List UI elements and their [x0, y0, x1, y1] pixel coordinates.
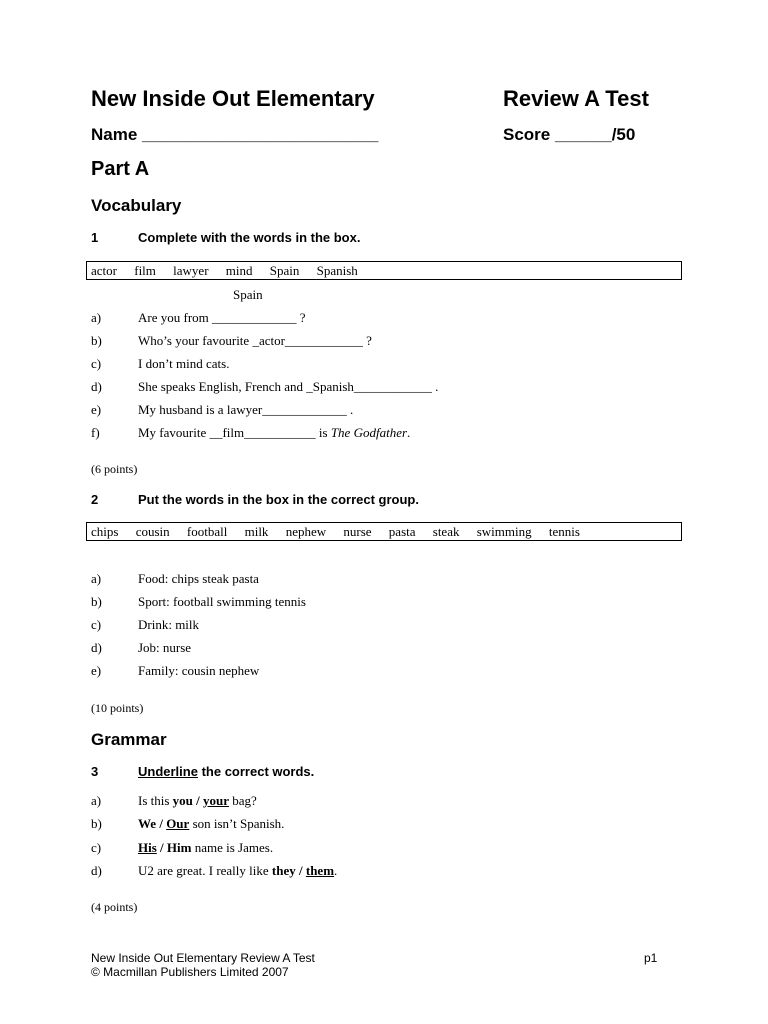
page-number: p1	[644, 951, 658, 965]
option-one-underlined: His	[138, 840, 157, 855]
item-label: a)	[91, 310, 102, 325]
ex2-box-word: pasta	[388, 524, 416, 539]
ex2-item	[91, 571, 259, 587]
document-title: New Inside Out Elementary	[91, 86, 375, 111]
option-separator: /	[156, 816, 167, 831]
score-field-label: Score ______/50	[503, 125, 636, 144]
item-text: Family: cousin nephew	[138, 663, 260, 678]
ex2-item	[91, 640, 191, 656]
item-label: a)	[91, 571, 102, 586]
ex3-instruction-underlined: Underline	[138, 764, 198, 779]
option-two-underlined: your	[203, 793, 230, 808]
item-text: Sport: football swimming tennis	[138, 594, 306, 609]
ex2-box-word: nurse	[343, 524, 372, 539]
ex2-box-word: steak	[432, 524, 460, 539]
item-label: d)	[91, 640, 102, 655]
item-text: I don’t mind cats.	[138, 356, 230, 371]
item-text: bag?	[229, 793, 257, 808]
footer-title: New Inside Out Elementary Review A Test	[91, 951, 315, 965]
option-separator: /	[192, 793, 204, 808]
ex2-item	[91, 594, 306, 610]
item-text: name is James.	[191, 840, 274, 855]
item-label: e)	[91, 402, 102, 417]
ex2-box-word: cousin	[135, 524, 170, 539]
ex1-instruction: Complete with the words in the box.	[138, 230, 361, 245]
item-text: Are you from _____________ ?	[138, 310, 306, 325]
ex2-box-word: chips	[91, 524, 119, 539]
ex2-box-word: nephew	[285, 524, 327, 539]
item-text: Who’s your favourite _actor____________ ?	[138, 333, 372, 348]
ex2-word-box	[86, 522, 682, 541]
ex1-handwritten-note: Spain	[233, 287, 263, 302]
ex3-number: 3	[91, 764, 99, 779]
section-heading-grammar: Grammar	[91, 730, 167, 749]
section-heading-vocabulary: Vocabulary	[91, 196, 182, 215]
ex3-instruction-rest: the correct words.	[197, 764, 315, 779]
item-text: Is this	[138, 793, 173, 808]
ex2-instruction: Put the words in the box in the correct group.	[138, 492, 419, 507]
ex2-item	[91, 663, 259, 679]
item-label: b)	[91, 333, 102, 348]
ex1-box-word: lawyer	[173, 263, 209, 278]
part-heading: Part A	[91, 158, 150, 180]
option-separator: /	[295, 863, 306, 878]
ex3-item	[91, 816, 284, 832]
option-one: We	[138, 816, 157, 831]
item-text: .	[334, 863, 338, 878]
option-two-underlined: them	[305, 863, 335, 878]
ex2-box-word: swimming	[476, 524, 532, 539]
name-field-label: Name _________________________	[91, 125, 379, 144]
ex1-box-word: Spain	[269, 263, 300, 278]
ex2-item	[91, 617, 199, 633]
film-title: The Godfather	[330, 425, 408, 440]
option-two: Him	[166, 840, 192, 855]
item-text: My favourite __film___________ is	[138, 425, 331, 440]
item-label: c)	[91, 617, 102, 632]
ex2-number: 2	[91, 492, 99, 507]
item-label: c)	[91, 840, 102, 855]
item-text: son isn’t Spanish.	[189, 816, 285, 831]
ex1-item	[91, 402, 353, 418]
ex1-number: 1	[91, 230, 99, 245]
ex1-box-word: film	[134, 263, 156, 278]
item-label: d)	[91, 863, 102, 878]
item-text: Job: nurse	[138, 640, 192, 655]
ex1-box-word: actor	[91, 263, 117, 278]
item-text: Drink: milk	[138, 617, 200, 632]
ex1-item	[91, 356, 229, 372]
test-name: Review A Test	[503, 86, 649, 111]
ex3-item	[91, 840, 273, 856]
ex1-item	[91, 379, 438, 395]
item-label: b)	[91, 594, 102, 609]
item-label: c)	[91, 356, 102, 371]
option-two-underlined: Our	[166, 816, 190, 831]
option-one: you	[172, 793, 193, 808]
ex1-word-box	[86, 261, 682, 280]
footer-copyright: © Macmillan Publishers Limited 2007	[91, 965, 289, 979]
ex1-item	[91, 310, 306, 326]
ex1-item	[91, 333, 372, 349]
ex2-box-word: tennis	[548, 524, 580, 539]
item-text: U2 are great. I really like	[138, 863, 272, 878]
ex1-box-word: mind	[225, 263, 253, 278]
ex3-points: (4 points)	[91, 900, 138, 914]
item-label: e)	[91, 663, 102, 678]
ex3-instruction	[138, 764, 314, 779]
ex2-box-word: football	[186, 524, 228, 539]
item-text: .	[407, 425, 411, 440]
ex1-item	[91, 425, 410, 441]
ex3-item	[91, 863, 337, 879]
option-separator: /	[156, 840, 167, 855]
item-text: My husband is a lawyer_____________ .	[138, 402, 354, 417]
ex1-box-word: Spanish	[316, 263, 358, 278]
item-label: f)	[91, 425, 100, 440]
option-one: they	[271, 863, 296, 878]
item-label: b)	[91, 816, 102, 831]
ex1-points: (6 points)	[91, 462, 138, 476]
item-text: She speaks English, French and _Spanish____________ .	[138, 379, 439, 394]
ex3-item	[91, 793, 257, 809]
ex2-box-word: milk	[244, 524, 269, 539]
item-label: d)	[91, 379, 102, 394]
item-label: a)	[91, 793, 102, 808]
item-text: Food: chips steak pasta	[138, 571, 259, 586]
ex2-points: (10 points)	[91, 701, 144, 715]
